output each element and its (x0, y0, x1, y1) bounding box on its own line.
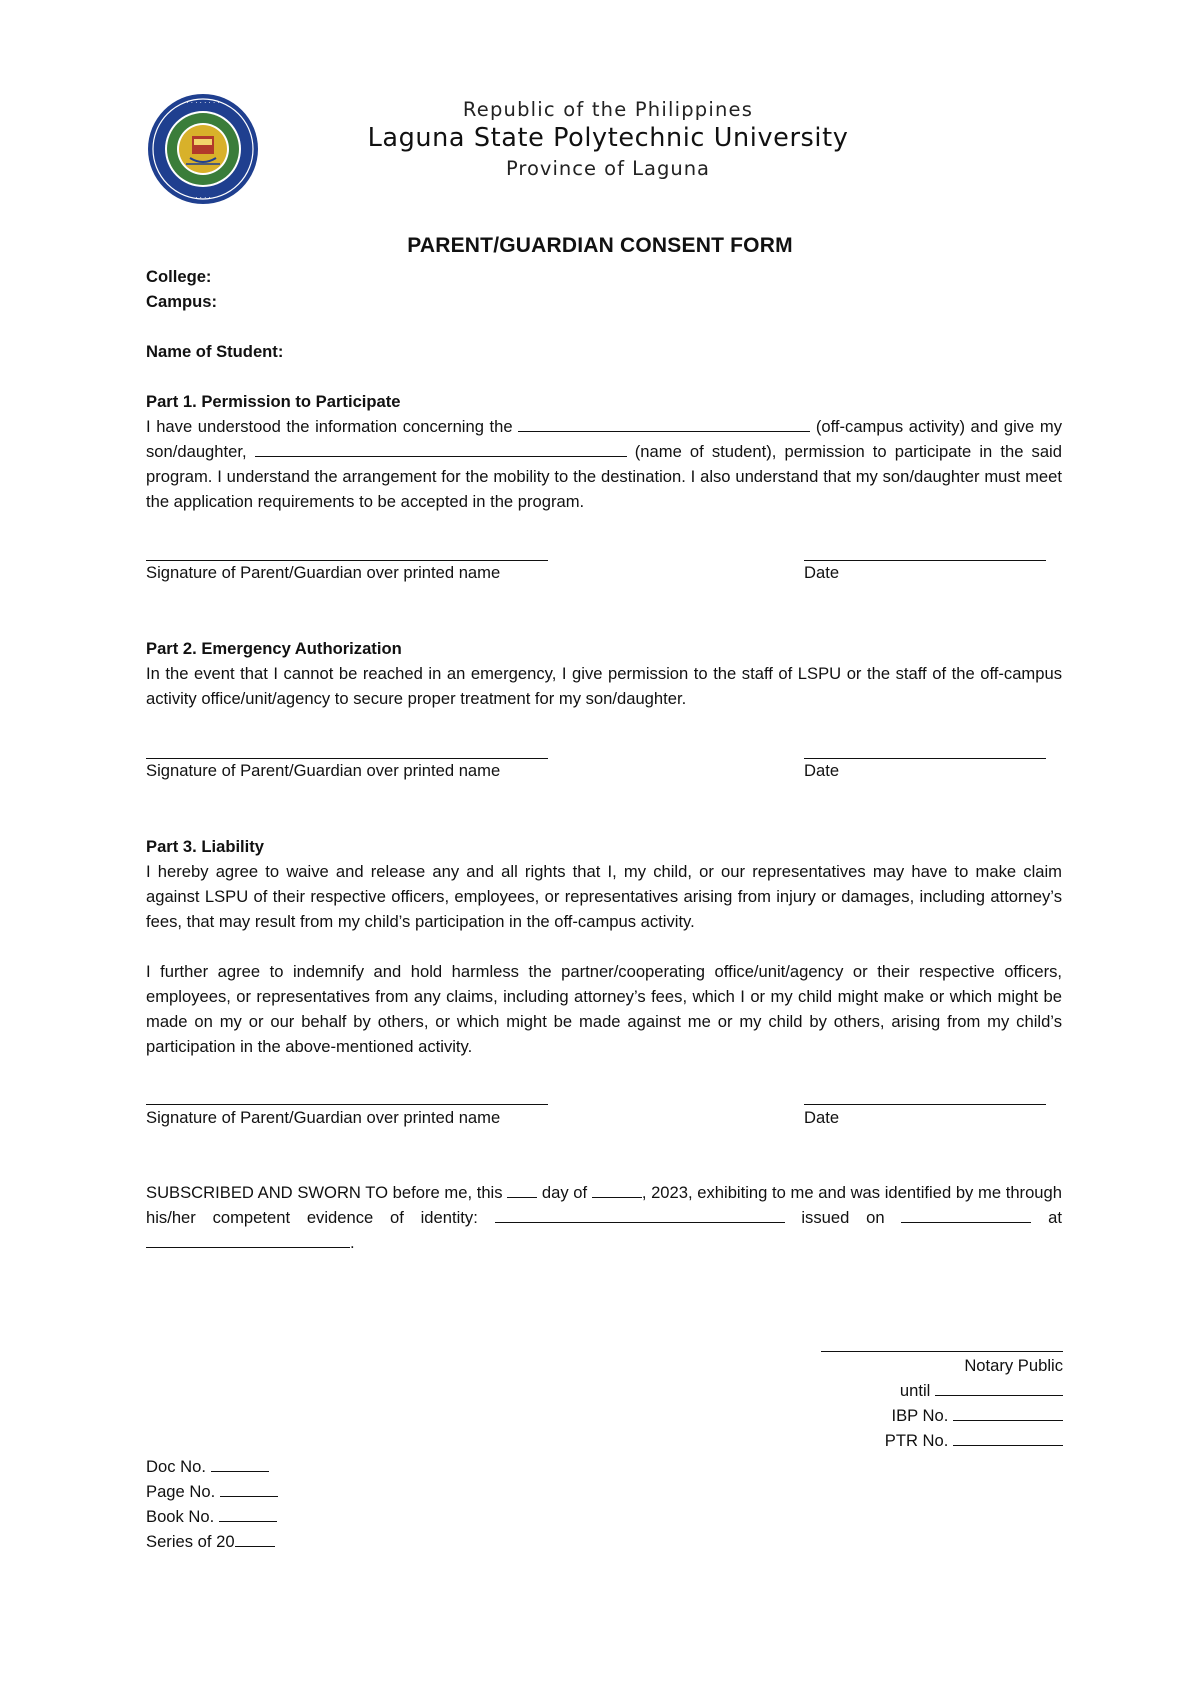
until-blank[interactable] (935, 1381, 1063, 1396)
date-label-3: Date (804, 1108, 840, 1127)
form-title: PARENT/GUARDIAN CONSENT FORM (407, 234, 793, 257)
parent-signature-label-3: Signature of Parent/Guardian over printed name (146, 1108, 501, 1127)
part3-paragraph-2: I further agree to indemnify and hold harmless the partner/cooperating office/unit/agency or their respective officers, employees, or representatives from any claims, including attorney’s fees, which I or my child might make or which might be made on my or our behalf by others, or which might be made against me or my child by others, arising from my child’s participation in the above-mentioned activity. (146, 962, 1062, 1056)
parent-signature-line-2[interactable] (146, 758, 548, 759)
province-line: Province of Laguna (505, 157, 711, 180)
date-line-1[interactable] (804, 560, 1046, 561)
part1-heading: Part 1. Permission to Participate (146, 392, 401, 411)
parent-signature-label-2: Signature of Parent/Guardian over printed name (146, 761, 501, 780)
campus-label: Campus: (146, 292, 217, 311)
sworn-text-c: , 2023, exhibiting to me and was identified by me through his/her competent evidence of identity: (146, 1183, 1062, 1227)
date-line-3[interactable] (804, 1104, 1046, 1105)
sworn-statement (146, 1180, 1062, 1255)
part2-paragraph: In the event that I cannot be reached in an emergency, I give permission to the staff of LSPU or the staff of the off-campus activity office/unit/agency to secure proper treatment for my son/daughter. (146, 664, 1062, 708)
book-no-label: Book No. (146, 1507, 215, 1526)
sworn-text-a: SUBSCRIBED AND SWORN TO before me, this (146, 1183, 503, 1202)
page-no-row (146, 1479, 278, 1504)
part1-paragraph (146, 414, 1062, 514)
activity-blank[interactable] (518, 417, 810, 432)
sworn-text-e: at (1048, 1208, 1062, 1227)
sworn-text-d: issued on (801, 1208, 885, 1227)
notary-until-label: until (899, 1381, 931, 1400)
month-blank[interactable] (592, 1183, 642, 1198)
sworn-text-b: day of (541, 1183, 588, 1202)
student-name-blank[interactable] (255, 442, 627, 457)
doc-no-label: Doc No. (146, 1457, 206, 1476)
page-no-label: Page No. (146, 1482, 216, 1501)
page-no-blank[interactable] (220, 1482, 278, 1497)
date-label-2: Date (804, 761, 840, 780)
notary-public-label: Notary Public (964, 1356, 1063, 1375)
part3-heading: Part 3. Liability (146, 837, 265, 856)
parent-signature-line-1[interactable] (146, 560, 548, 561)
svg-text:· · · · · ·: · · · · · · (190, 194, 216, 202)
notary-ptr-row (885, 1428, 1063, 1453)
notary-ibp-label: IBP No. (891, 1406, 949, 1425)
ptr-blank[interactable] (953, 1431, 1063, 1446)
notary-block (885, 1353, 1063, 1453)
document-numbers (146, 1454, 278, 1554)
doc-no-row (146, 1454, 278, 1479)
notary-ptr-label: PTR No. (884, 1431, 949, 1450)
series-blank[interactable] (235, 1532, 275, 1547)
issued-at-blank[interactable] (146, 1233, 350, 1248)
college-label: College: (146, 267, 212, 286)
notary-until-row (885, 1378, 1063, 1403)
svg-text:· · · · · · · ·: · · · · · · · · (186, 99, 220, 107)
part1-text-c: (name of student), permission to participate in the said program. I understand the arrangement for the mobility to the destination. I also understand that my son/daughter must meet the application requirements to be accepted in the program. (146, 442, 1062, 511)
doc-no-blank[interactable] (211, 1457, 269, 1472)
part2-heading: Part 2. Emergency Authorization (146, 639, 402, 658)
date-label-1: Date (804, 563, 840, 582)
republic-line: Republic of the Philippines (462, 98, 754, 121)
identity-evidence-blank[interactable] (495, 1208, 785, 1223)
notary-signature-line[interactable] (821, 1351, 1063, 1352)
student-name-label: Name of Student: (146, 342, 284, 361)
date-line-2[interactable] (804, 758, 1046, 759)
parent-signature-line-3[interactable] (146, 1104, 548, 1105)
parent-signature-label-1: Signature of Parent/Guardian over printed name (146, 563, 501, 582)
part3-paragraph-1: I hereby agree to waive and release any and all rights that I, my child, or our representatives may have to make claim against LSPU of their respective officers, employees, or representatives arising from injury or damages, including attorney’s fees, that may result from my child’s participation in the off-campus activity. (146, 862, 1062, 931)
sworn-text-f: . (350, 1233, 355, 1252)
day-blank[interactable] (507, 1183, 537, 1198)
part1-text-b: (off-campus activity) and give my son/daughter, (146, 417, 1063, 461)
series-label: Series of 20 (146, 1532, 235, 1551)
notary-ibp-row (885, 1403, 1063, 1428)
part1-text-a: I have understood the information concerning the (146, 417, 513, 436)
issued-on-blank[interactable] (901, 1208, 1031, 1223)
series-row (146, 1529, 278, 1554)
university-name: Laguna State Polytechnic University (367, 123, 849, 153)
ibp-blank[interactable] (953, 1406, 1063, 1421)
book-no-blank[interactable] (219, 1507, 277, 1522)
book-no-row (146, 1504, 278, 1529)
